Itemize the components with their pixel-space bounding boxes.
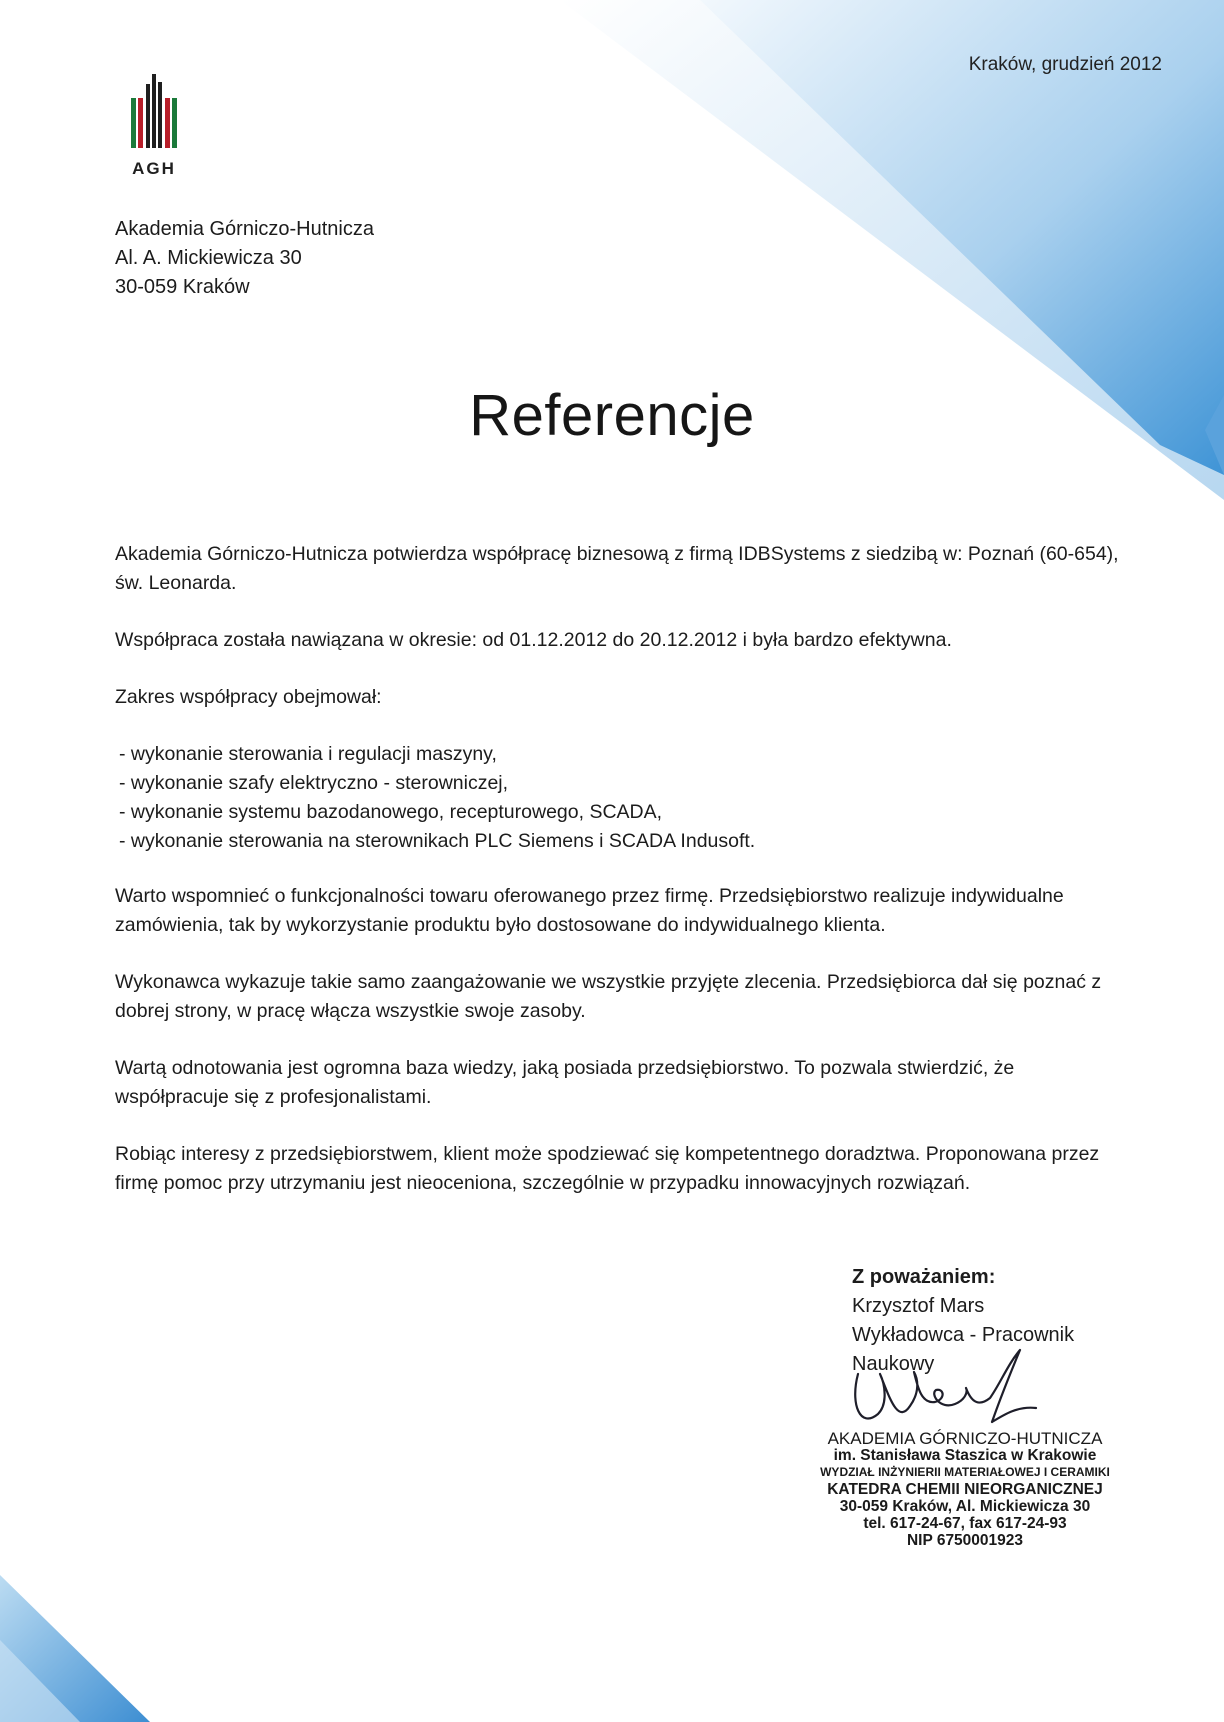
signer-role: Wykładowca - Pracownik Naukowy — [852, 1324, 1075, 1375]
signer-name: Krzysztof Mars — [852, 1295, 985, 1317]
svg-text:AGH: AGH — [132, 159, 176, 178]
scope-list-item: - wykonanie szafy elektryczno - sterowniczej, — [119, 772, 509, 794]
agh-logo-mark — [118, 70, 198, 180]
address-line-city: 30-059 Kraków — [115, 276, 250, 298]
stamp-line: KATEDRA CHEMII NIEORGANICZNEJ — [827, 1481, 1103, 1498]
paragraph-period: Współpraca została nawiązana w okresie: od 01.12.2012 do 20.12.2012 i była bardzo efektywna. — [115, 629, 952, 651]
stamp-line: NIP 6750001923 — [906, 1532, 1024, 1549]
scope-list — [119, 740, 1125, 856]
paragraph-advice: Robiąc interesy z przedsiębiorstwem, klient może spodziewać się kompetentnego doradztwa. Proponowana przez firmę pomoc przy utrzymaniu jest nieoceniona, szczególnie w przypadku innowacyjnych rozwiązań. — [115, 1143, 1100, 1194]
stamp-line: im. Stanisława Staszica w Krakowie — [833, 1447, 1097, 1464]
paragraph-scope-intro: Zakres współpracy obejmował: — [115, 686, 382, 708]
stamp-line: tel. 617-24-67, fax 617-24-93 — [863, 1515, 1067, 1532]
letter-title: Referencje — [469, 383, 755, 448]
scope-list-item: - wykonanie sterowania na sterownikach PLC Siemens i SCADA Indusoft. — [119, 830, 756, 852]
address-line-name: Akademia Górniczo-Hutnicza — [115, 218, 374, 240]
stamp-line: WYDZIAŁ INŻYNIERII MATERIAŁOWEJ I CERAMIKI — [820, 1465, 1110, 1479]
stamp-line: 30-059 Kraków, Al. Mickiewicza 30 — [839, 1498, 1091, 1515]
paragraph-functionality: Warto wspomnieć o funkcjonalności towaru oferowanego przez firmę. Przedsiębiorstwo realizuje indywidualne zamówienia, tak by wykorzystanie produktu było dostosowane do indywidualnego klienta. — [115, 885, 1064, 936]
letter-body — [115, 540, 1125, 1226]
scope-list-item: - wykonanie sterowania i regulacji maszyny, — [119, 743, 497, 765]
paragraph-commitment: Wykonawca wykazuje takie samo zaangażowanie we wszystkie przyjęte zlecenia. Przedsiębiorca dał się poznać z dobrej strony, w pracę włącza wszystkie swoje zasoby. — [115, 971, 1102, 1022]
address-line-street: Al. A. Mickiewicza 30 — [115, 247, 302, 269]
agh-logo — [118, 70, 198, 180]
letter-date: Kraków, grudzień 2012 — [968, 54, 1162, 75]
stamp-line: AKADEMIA GÓRNICZO-HUTNICZA — [827, 1429, 1103, 1448]
paragraph-knowledge: Wartą odnotowania jest ogromna baza wiedzy, jaką posiada przedsiębiorstwo. To pozwala stwierdzić, że współpracuje się z profesjonalistami. — [115, 1057, 1015, 1108]
handwritten-signature — [840, 1344, 1060, 1434]
scope-list-item: - wykonanie systemu bazodanowego, recepturowego, SCADA, — [119, 801, 663, 823]
closing-greeting: Z poważaniem: — [852, 1266, 996, 1288]
institution-stamp — [805, 1430, 1125, 1549]
paragraph-confirmation: Akademia Górniczo-Hutnicza potwierdza współpracę biznesową z firmą IDBSystems z siedzibą w: Poznań (60-654), św. Leonarda. — [115, 543, 1119, 594]
sender-address — [115, 215, 374, 302]
